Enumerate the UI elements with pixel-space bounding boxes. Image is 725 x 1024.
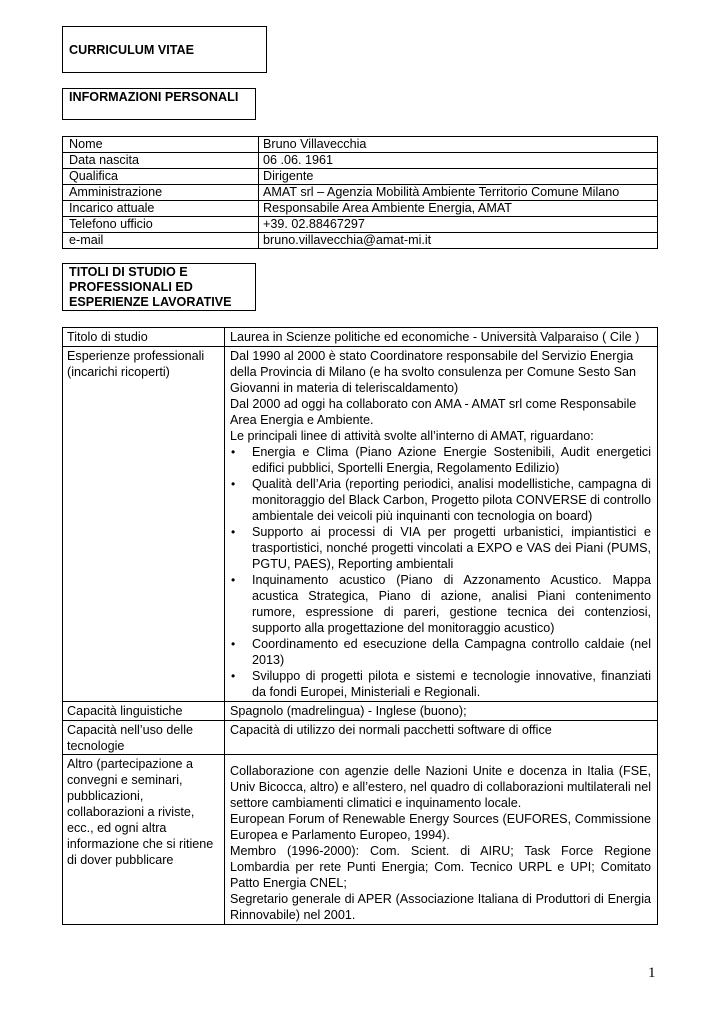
list-item [231, 572, 651, 636]
table-row [63, 201, 658, 217]
list-item-text: Energia e Clima (Piano Azione Energie Sostenibili, Audit energetici edifici pubblici, Sportelli Energia, Regolamento Edilizio) [252, 445, 651, 475]
bullet-icon: • [231, 637, 236, 651]
other-paragraph: Collaborazione con agenzie delle Nazioni Unite e docenza in Italia (FSE, Univ Bicocca, altro) e all’estero, nel quadro di collaborazioni multilaterali nel settore cambiamenti climatici e inquinamento locale. [230, 764, 651, 810]
list-item-text: Qualità dell’Aria (reporting periodici, analisi modellistiche, campagna di monitoraggio del Black Carbon, Progetto pilota CONVERSE di controllo ambientale dei veicoli più inquinanti con tecnologia on board) [252, 477, 652, 523]
table-row [63, 185, 658, 201]
bullet-icon: • [231, 573, 236, 587]
table-row [63, 755, 658, 925]
row-value: 06 .06. 1961 [259, 153, 658, 169]
table-row [63, 169, 658, 185]
table-row [63, 233, 658, 249]
table-row [63, 137, 658, 153]
list-item [231, 476, 652, 524]
activity-list [230, 444, 651, 700]
bullet-icon: • [231, 445, 236, 459]
row-label: e-mail [63, 233, 259, 249]
cv-title-text: CURRICULUM VITAE [69, 43, 194, 57]
personal-info-table [62, 136, 658, 249]
experience-paragraph: Le principali linee di attività svolte all’interno di AMAT, riguardano: [230, 429, 594, 443]
other-paragraph: Membro (1996-2000): Com. Scient. di AIRU; Task Force Regione Lombardia per rete Punti Energia; Com. Tecnico URPL e UPI; Comitato Patto Energia CNEL; [230, 844, 651, 890]
row-label: Amministrazione [63, 185, 259, 201]
row-label: Nome [63, 137, 259, 153]
education-value: Laurea in Scienze politiche ed economiche - Università Valparaiso ( Cile ) [225, 328, 658, 347]
row-label: Incarico attuale [63, 201, 259, 217]
page-number: 1 [648, 965, 656, 981]
table-row [63, 347, 658, 702]
table-row [63, 721, 658, 755]
experience-paragraph: Dal 2000 ad oggi ha collaborato con AMA - AMAT srl come Responsabile Area Energia e Ambiente. [230, 397, 637, 427]
row-value: AMAT srl – Agenzia Mobilità Ambiente Territorio Comune Milano [259, 185, 658, 201]
titles-heading-text: TITOLI DI STUDIO E PROFESSIONALI ED ESPERIENZE LAVORATIVE [69, 265, 232, 309]
experience-value [225, 347, 658, 702]
experience-paragraph: Dal 1990 al 2000 è stato Coordinatore responsabile del Servizio Energia della Provincia di Milano (e ha svolto consulenza per Comune Sesto San Giovanni in materia di teleriscaldamento) [230, 349, 637, 395]
table-row [63, 702, 658, 721]
list-item-text: Inquinamento acustico (Piano di Azzonamento Acustico. Mappa acustica Strategica, Piano di azione, analisi Piani contenimento rumore, espressione di pareri, gestione tecnica dei contenziosi, supporto alla progettazione del monitoraggio acustico) [252, 573, 651, 635]
list-item [231, 668, 651, 700]
list-item [231, 636, 651, 668]
personal-info-heading-text: INFORMAZIONI PERSONALI [69, 90, 239, 104]
row-value: +39. 02.88467297 [259, 217, 658, 233]
table-row [63, 328, 658, 347]
other-value [225, 755, 658, 925]
other-paragraph: Segretario generale di APER (Associazione Italiana di Produttori di Energia Rinnovabile) nel 2001. [230, 892, 651, 922]
row-label: Telefono ufficio [63, 217, 259, 233]
technology-value: Capacità di utilizzo dei normali pacchetti software di office [225, 721, 658, 755]
cv-details-table [62, 327, 658, 925]
list-item [231, 524, 651, 572]
list-item-text: Coordinamento ed esecuzione della Campagna controllo caldaie (nel 2013) [252, 637, 651, 667]
email-value: bruno.villavecchia@amat-mi.it [259, 233, 658, 249]
row-value: Dirigente [259, 169, 658, 185]
row-label: Qualifica [63, 169, 259, 185]
personal-info-heading [62, 88, 256, 120]
bullet-icon: • [231, 525, 236, 539]
row-value: Bruno Villavecchia [259, 137, 658, 153]
table-row [63, 153, 658, 169]
languages-value: Spagnolo (madrelingua) - Inglese (buono); [225, 702, 658, 721]
list-item-text: Supporto ai processi di VIA per progetti urbanistici, impiantistici e trasportistici, nonché progetti vincolati a EXPO e VAS dei Piani (PUMS, PGTU, PAES), Reporting ambientali [252, 525, 651, 571]
titles-heading [62, 263, 256, 311]
cv-title [62, 26, 267, 73]
list-item-text: Sviluppo di progetti pilota e sistemi e tecnologie innovative, finanziati da fondi Europei, Ministeriali e Regionali. [252, 669, 651, 699]
bullet-icon: • [231, 669, 236, 683]
languages-label: Capacità linguistiche [63, 702, 225, 721]
technology-label: Capacità nell’uso delle tecnologie [63, 721, 225, 755]
other-label: Altro (partecipazione a convegni e seminari, pubblicazioni, collaborazioni a riviste, ecc., ed ogni altra informazione che si ritiene di dover pubblicare [63, 755, 225, 925]
row-label: Data nascita [63, 153, 259, 169]
table-row [63, 217, 658, 233]
row-value: Responsabile Area Ambiente Energia, AMAT [259, 201, 658, 217]
education-label: Titolo di studio [63, 328, 225, 347]
list-item [231, 444, 651, 476]
other-paragraph: European Forum of Renewable Energy Sources (EUFORES, Commissione Europea e Parlamento Europeo, 1994). [230, 812, 651, 842]
experience-label: Esperienze professionali (incarichi ricoperti) [63, 347, 225, 702]
bullet-icon: • [231, 477, 236, 491]
